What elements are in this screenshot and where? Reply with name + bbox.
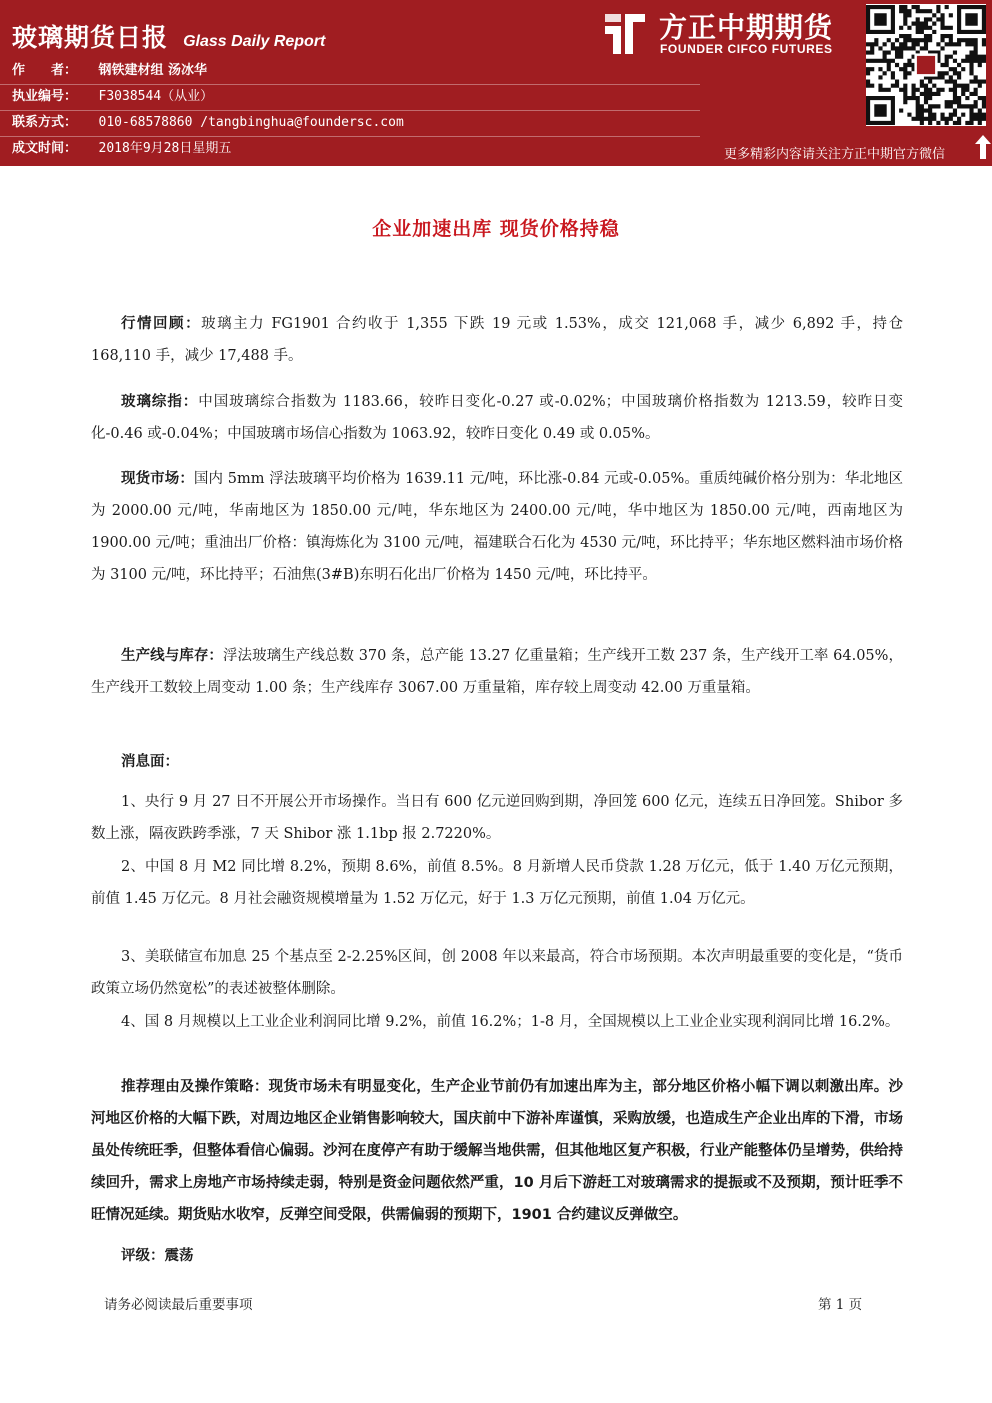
logo-name-en: FOUNDER CIFCO FUTURES [660,42,833,56]
rating-paragraph: 评级：震荡 [121,1248,194,1264]
meta-license-label: 执业编号： [12,89,78,104]
wechat-qr-code [866,4,986,126]
production-paragraph [91,640,903,704]
report-title [12,18,325,54]
market-review-paragraph [91,308,903,372]
meta-author [12,60,207,82]
logo-name-cn: 方正中期期货 [659,11,834,44]
meta-author-value: 钢铁建材组 汤冰华 [98,63,208,78]
meta-divider [0,84,700,85]
news-heading-paragraph [91,746,903,778]
meta-license [12,86,213,108]
news-item: 1、央行 9 月 27 日不开展公开市场操作。当日有 600 亿元逆回购到期，净回笼 600 亿元，连续五日净回笼。Shibor 多数上涨，隔夜跌跨季涨，7 天 Shibor 涨 1.1bp 报 2.7220%。 [91,794,903,842]
meta-date-label: 成文时间： [12,141,78,156]
founder-logo-icon [603,12,647,56]
qr-code-icon [866,4,986,126]
spot-market-label: 现货市场： [121,471,194,487]
glass-index-paragraph [91,386,903,450]
company-logo [603,6,861,58]
production-text: 浮法玻璃生产线总数 370 条，总产能 13.27 亿重量箱；生产线开工数 237 条，生产线开工率 64.05%，生产线开工数较上周变动 1.00 条；生产线库存 3067.00 万重量箱，库存较上周变动 42.00 万重量箱。 [91,648,903,696]
glass-index-label: 玻璃综指： [121,394,199,410]
meta-divider [0,110,700,111]
meta-contact-label: 联系方式： [12,115,78,130]
spot-market-paragraph [91,463,903,591]
news-item: 2、中国 8 月 M2 同比增 8.2%，预期 8.6%，前值 8.5%。8 月新增人民币贷款 1.28 万亿元，低于 1.40 万亿元预期，前值 1.45 万亿元。8 月社会融资规模增量为 1.52 万亿元，好于 1.3 万亿元预期，前值 1.04 万亿元。 [91,859,903,907]
meta-date [12,138,231,160]
meta-author-label: 作 者： [12,63,78,78]
glass-index-text: 中国玻璃综合指数为 1183.66，较昨日变化-0.27 或-0.02%；中国玻璃价格指数为 1213.59，较昨日变化-0.46 或-0.04%；中国玻璃市场信心指数为 1063.92，较昨日变化 0.49 或 0.05%。 [91,394,903,442]
meta-license-value: F3038544（从业） [98,89,214,104]
report-header [0,0,992,166]
news-item: 4、国 8 月规模以上工业企业利润同比增 9.2%，前值 16.2%；1-8 月，全国规模以上工业企业实现利润同比增 16.2%。 [121,1014,900,1030]
meta-contact-value: 010-68578860 /tangbinghua@foundersc.com [98,115,404,130]
footer-page-number: 第 1 页 [818,1297,863,1313]
market-review-text: 玻璃主力 FG1901 合约收于 1,355 下跌 19 元或 1.53%，成交 121,068 手，减少 6,892 手，持仓 168,110 手，减少 17,488 手。 [91,316,904,364]
production-label: 生产线与库存： [121,648,223,664]
meta-contact [12,112,404,134]
strategy-paragraph: 推荐理由及操作策略：现货市场未有明显变化，生产企业节前仍有加速出库为主，部分地区价格小幅下调以刺激出库。沙河地区价格的大幅下跌，对周边地区企业销售影响较大，国庆前中下游补库谨慎，采购放缓，也造成生产企业出库的下滑，市场虽处传统旺季，但整体看信心偏弱。沙河在度停产有助于缓解当地供需，但其他地区复产积极，行业产能整体仍呈增势，供给持续回升，需求上房地产市场持续走弱，特别是资金问题依然严重，10 月后下游赶工对玻璃需求的提振或不及预期，预计旺季不旺情况延续。期货贴水收窄，反弹空间受限，供需偏弱的预期下，1901 合约建议反弹做空。 [91,1079,903,1223]
report-title-cn: 玻璃期货日报 [12,23,169,52]
news-item: 3、美联储宣布加息 25 个基点至 2-2.25%区间，创 2008 年以来最高，符合市场预期。本次声明最重要的变化是，“货币政策立场仍然宽松”的表述被整体删除。 [91,949,903,997]
market-review-label: 行情回顾： [121,316,202,332]
news-heading: 消息面： [121,754,179,770]
meta-divider [0,136,700,137]
spot-market-text: 国内 5mm 浮法玻璃平均价格为 1639.11 元/吨，环比涨-0.84 元或-0.05%。重质纯碱价格分别为：华北地区为 2000.00 元/吨，华南地区为 1850.00 元/吨，华东地区为 2400.00 元/吨，华中地区为 1850.00 元/吨，西南地区为 1900.00 元/吨；重油出厂价格：镇海炼化为 3100 元/吨，福建联合石化为 4530 元/吨，环比持平；华东地区燃料油市场价格为 3100 元/吨，环比持平；石油焦(3#B)东明石化出厂价格为 1450 元/吨，环比持平。 [91,471,904,583]
wechat-follow-note: 更多精彩内容请关注方正中期官方微信 [724,147,946,162]
arrow-up-icon [974,134,992,160]
footer-disclaimer: 请务必阅读最后重要事项 [104,1297,253,1313]
meta-date-value: 2018年9月28日星期五 [98,141,232,156]
article-title: 企业加速出库 现货价格持稳 [372,218,620,240]
report-title-en: Glass Daily Report [183,33,326,50]
